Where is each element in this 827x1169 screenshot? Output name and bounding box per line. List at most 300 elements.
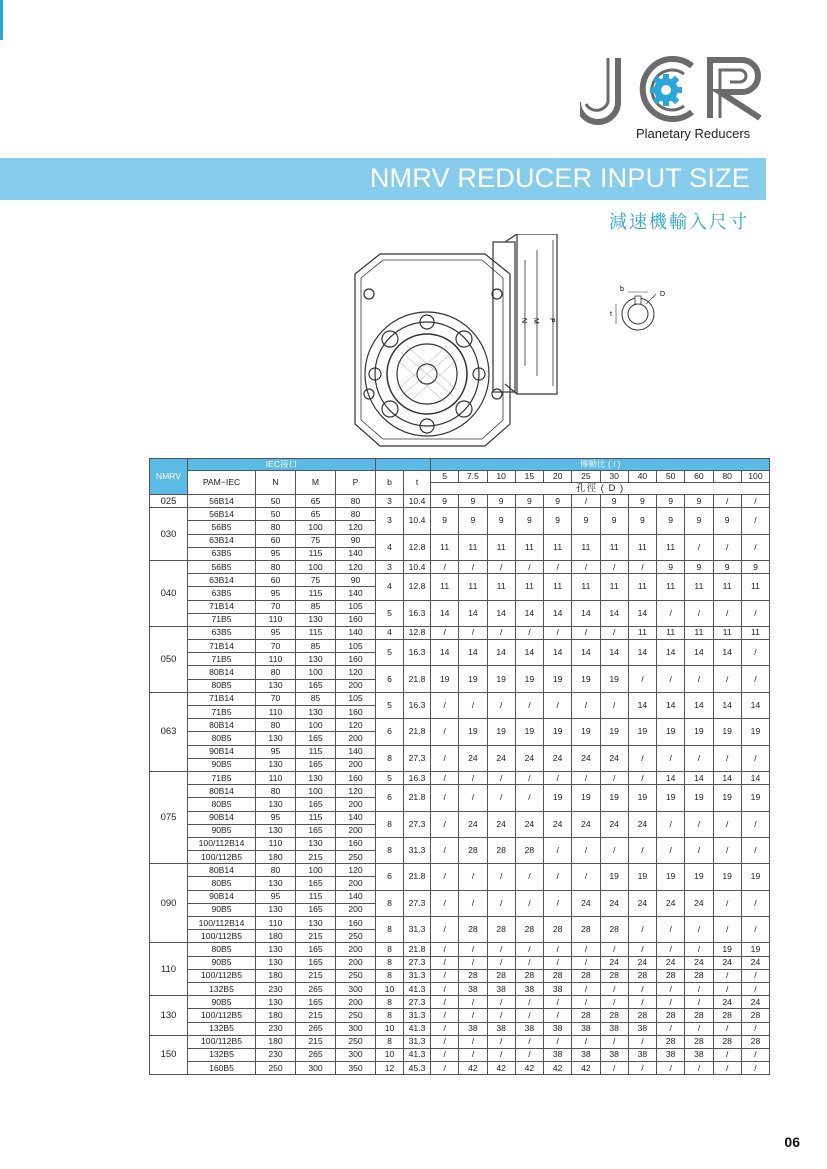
header-ratio: 5 [431, 471, 459, 483]
p-cell: 200 [336, 996, 376, 1009]
bore-cell: / [487, 890, 515, 916]
bore-cell: 14 [628, 600, 656, 626]
bore-cell: 19 [600, 666, 628, 692]
table-row [150, 574, 770, 587]
pam-cell: 90B5 [188, 903, 256, 916]
b-cell: 8 [376, 837, 404, 863]
bore-cell: / [487, 692, 515, 718]
bore-cell: / [544, 996, 572, 1009]
bore-cell: / [741, 969, 769, 982]
bore-cell: 24 [741, 956, 769, 969]
header-ratio: 100 [741, 471, 769, 483]
table-row [150, 982, 770, 995]
bore-cell: 19 [600, 719, 628, 745]
bore-cell: 19 [657, 785, 685, 811]
input-size-table [149, 458, 770, 1075]
n-cell: 50 [256, 495, 296, 508]
b-cell: 6 [376, 719, 404, 745]
t-cell: 21.8 [404, 785, 431, 811]
bore-cell: / [741, 600, 769, 626]
bore-cell: / [685, 917, 713, 943]
p-cell: 105 [336, 600, 376, 613]
bore-cell: / [459, 1035, 487, 1048]
b-cell: 6 [376, 666, 404, 692]
bore-cell: 9 [685, 495, 713, 508]
table-row [150, 666, 770, 679]
b-cell: 8 [376, 890, 404, 916]
bore-cell: / [515, 1048, 543, 1061]
bore-cell: 14 [431, 600, 459, 626]
b-cell: 8 [376, 745, 404, 771]
bore-cell: / [713, 982, 741, 995]
pam-cell: 132B5 [188, 982, 256, 995]
bore-cell: / [431, 719, 459, 745]
m-cell: 300 [296, 1062, 336, 1075]
title-banner [0, 158, 766, 200]
bore-cell: / [572, 943, 600, 956]
n-cell: 230 [256, 1048, 296, 1061]
bore-cell: / [431, 1035, 459, 1048]
bore-cell: 14 [713, 771, 741, 784]
bore-cell: / [657, 837, 685, 863]
bore-cell: 38 [600, 1048, 628, 1061]
t-cell: 27.3 [404, 890, 431, 916]
bore-cell: 11 [685, 574, 713, 600]
table-row [150, 560, 770, 573]
bore-cell: 24 [713, 956, 741, 969]
bore-cell: 9 [713, 560, 741, 573]
header-m: M [296, 471, 336, 495]
model-cell: 075 [150, 771, 188, 863]
bore-cell: / [544, 1009, 572, 1022]
bore-cell: / [459, 771, 487, 784]
t-cell: 10.4 [404, 560, 431, 573]
bore-cell: / [459, 626, 487, 639]
bore-cell: / [515, 560, 543, 573]
bore-cell: 28 [685, 969, 713, 982]
bore-cell: 38 [572, 1048, 600, 1061]
p-cell: 120 [336, 666, 376, 679]
bore-cell: 38 [515, 982, 543, 995]
bore-cell: 38 [487, 982, 515, 995]
pam-cell: 63B14 [188, 534, 256, 547]
bore-cell: / [431, 996, 459, 1009]
bore-cell: / [741, 1048, 769, 1061]
pam-cell: 71B5 [188, 706, 256, 719]
m-cell: 130 [296, 653, 336, 666]
n-cell: 70 [256, 640, 296, 653]
key-label-d: D [660, 291, 666, 298]
bore-cell: / [600, 996, 628, 1009]
bore-cell: / [515, 864, 543, 890]
bore-cell: 38 [515, 1022, 543, 1035]
dim-label-m: M [532, 318, 539, 324]
bore-cell: 9 [741, 560, 769, 573]
bore-cell: 11 [459, 574, 487, 600]
bore-cell: / [544, 837, 572, 863]
model-cell: 040 [150, 560, 188, 626]
bore-cell: 14 [685, 692, 713, 718]
bore-cell: / [487, 956, 515, 969]
bore-cell: 28 [487, 917, 515, 943]
bore-cell: / [628, 1035, 656, 1048]
bore-cell: / [459, 996, 487, 1009]
bore-cell: / [544, 1035, 572, 1048]
bore-cell: / [657, 982, 685, 995]
p-cell: 200 [336, 903, 376, 916]
bore-cell: 9 [713, 508, 741, 534]
bore-cell: / [431, 864, 459, 890]
bore-cell: / [657, 1062, 685, 1075]
p-cell: 200 [336, 824, 376, 837]
b-cell: 8 [376, 1009, 404, 1022]
bore-cell: / [544, 956, 572, 969]
bore-cell: / [741, 917, 769, 943]
bore-cell: 11 [600, 534, 628, 560]
b-cell: 6 [376, 785, 404, 811]
pam-cell: 90B5 [188, 824, 256, 837]
bore-cell: / [487, 560, 515, 573]
pam-cell: 132B5 [188, 1048, 256, 1061]
n-cell: 80 [256, 560, 296, 573]
pam-cell: 80B14 [188, 785, 256, 798]
bore-cell: 14 [600, 640, 628, 666]
table-row [150, 745, 770, 758]
m-cell: 130 [296, 917, 336, 930]
bore-cell: / [713, 837, 741, 863]
bore-cell: / [657, 943, 685, 956]
page-title: NMRV REDUCER INPUT SIZE [369, 163, 750, 193]
bore-cell: 38 [544, 1022, 572, 1035]
bore-cell: / [713, 534, 741, 560]
p-cell: 300 [336, 1048, 376, 1061]
bore-cell: / [515, 943, 543, 956]
bore-cell: / [515, 1009, 543, 1022]
bore-cell: 14 [572, 600, 600, 626]
p-cell: 250 [336, 969, 376, 982]
p-cell: 160 [336, 771, 376, 784]
p-cell: 300 [336, 1022, 376, 1035]
bore-cell: 11 [628, 626, 656, 639]
bore-cell: 14 [600, 600, 628, 626]
bore-cell: 9 [657, 508, 685, 534]
table-row [150, 996, 770, 1009]
bore-cell: 11 [431, 534, 459, 560]
b-cell: 8 [376, 996, 404, 1009]
n-cell: 250 [256, 1062, 296, 1075]
bore-cell: / [685, 837, 713, 863]
n-cell: 110 [256, 706, 296, 719]
bore-cell: 24 [685, 890, 713, 916]
table-row [150, 969, 770, 982]
bore-cell: / [741, 811, 769, 837]
bore-cell: / [544, 943, 572, 956]
t-cell: 31.3 [404, 969, 431, 982]
bore-cell: 9 [459, 508, 487, 534]
m-cell: 165 [296, 943, 336, 956]
bore-cell: 42 [515, 1062, 543, 1075]
bore-cell: 24 [515, 811, 543, 837]
table-row [150, 956, 770, 969]
n-cell: 180 [256, 969, 296, 982]
pam-cell: 100/112B5 [188, 1035, 256, 1048]
m-cell: 115 [296, 745, 336, 758]
bore-cell: 38 [544, 982, 572, 995]
bore-cell: / [515, 1035, 543, 1048]
m-cell: 100 [296, 521, 336, 534]
n-cell: 60 [256, 534, 296, 547]
n-cell: 110 [256, 771, 296, 784]
n-cell: 130 [256, 758, 296, 771]
bore-cell: / [741, 666, 769, 692]
bore-cell: / [431, 560, 459, 573]
page-subtitle: 減速機輸入尺寸 [609, 212, 749, 232]
bore-cell: 28 [600, 969, 628, 982]
bore-cell: / [459, 560, 487, 573]
n-cell: 80 [256, 785, 296, 798]
t-cell: 21.8 [404, 943, 431, 956]
bore-cell: / [685, 666, 713, 692]
m-cell: 215 [296, 969, 336, 982]
t-cell: 31.3 [404, 1009, 431, 1022]
model-cell: 110 [150, 943, 188, 996]
m-cell: 165 [296, 996, 336, 1009]
n-cell: 95 [256, 547, 296, 560]
bore-cell: / [459, 943, 487, 956]
bore-cell: 24 [713, 996, 741, 1009]
n-cell: 110 [256, 613, 296, 626]
bore-cell: 11 [544, 534, 572, 560]
bore-cell: 28 [685, 1009, 713, 1022]
pam-cell: 100/112B14 [188, 917, 256, 930]
pam-cell: 71B14 [188, 692, 256, 705]
p-cell: 200 [336, 679, 376, 692]
bore-cell: / [600, 982, 628, 995]
m-cell: 75 [296, 574, 336, 587]
n-cell: 80 [256, 864, 296, 877]
b-cell: 10 [376, 1048, 404, 1061]
bore-cell: 14 [544, 600, 572, 626]
bore-cell: 28 [685, 1035, 713, 1048]
bore-cell: / [459, 864, 487, 890]
p-cell: 200 [336, 877, 376, 890]
bore-cell: / [685, 811, 713, 837]
bore-cell: / [741, 982, 769, 995]
bore-cell: 11 [713, 574, 741, 600]
t-cell: 31.3 [404, 917, 431, 943]
bore-cell: / [515, 692, 543, 718]
p-cell: 350 [336, 1062, 376, 1075]
pam-cell: 132B5 [188, 1022, 256, 1035]
b-cell: 10 [376, 1022, 404, 1035]
header-n: N [256, 471, 296, 495]
bore-cell: 14 [713, 640, 741, 666]
table-row [150, 508, 770, 521]
table-row [150, 864, 770, 877]
bore-cell: 11 [544, 574, 572, 600]
n-cell: 60 [256, 574, 296, 587]
bore-cell: / [544, 864, 572, 890]
bore-cell: 9 [600, 495, 628, 508]
m-cell: 75 [296, 534, 336, 547]
p-cell: 80 [336, 508, 376, 521]
m-cell: 115 [296, 811, 336, 824]
table-row [150, 719, 770, 732]
reducer-drawing [345, 234, 585, 450]
m-cell: 165 [296, 956, 336, 969]
bore-cell: 9 [628, 495, 656, 508]
model-cell: 050 [150, 626, 188, 692]
bore-cell: 38 [685, 1048, 713, 1061]
p-cell: 140 [336, 547, 376, 560]
header-t: t [404, 471, 431, 495]
n-cell: 110 [256, 653, 296, 666]
m-cell: 85 [296, 692, 336, 705]
bore-cell: 28 [544, 969, 572, 982]
bore-cell: / [572, 560, 600, 573]
bore-cell: 14 [741, 692, 769, 718]
key-label-t: t [610, 311, 612, 318]
bore-cell: 14 [459, 640, 487, 666]
p-cell: 300 [336, 982, 376, 995]
pam-cell: 71B5 [188, 653, 256, 666]
pam-cell: 100/112B5 [188, 969, 256, 982]
bore-cell: / [600, 837, 628, 863]
bore-cell: 28 [657, 969, 685, 982]
bore-cell: / [487, 864, 515, 890]
bore-cell: 28 [713, 1035, 741, 1048]
bore-cell: / [544, 626, 572, 639]
bore-cell: 19 [572, 666, 600, 692]
p-cell: 105 [336, 640, 376, 653]
t-cell: 27.3 [404, 811, 431, 837]
t-cell: 12.8 [404, 626, 431, 639]
p-cell: 250 [336, 1035, 376, 1048]
m-cell: 165 [296, 798, 336, 811]
bore-cell: 42 [487, 1062, 515, 1075]
n-cell: 130 [256, 956, 296, 969]
bore-cell: / [713, 917, 741, 943]
p-cell: 140 [336, 745, 376, 758]
bore-cell: 9 [544, 508, 572, 534]
bore-cell: / [431, 771, 459, 784]
pam-cell: 71B5 [188, 613, 256, 626]
bore-cell: / [431, 785, 459, 811]
p-cell: 160 [336, 653, 376, 666]
bore-cell: / [685, 745, 713, 771]
m-cell: 65 [296, 508, 336, 521]
pam-cell: 90B5 [188, 956, 256, 969]
header-spacer [376, 459, 431, 471]
p-cell: 250 [336, 930, 376, 943]
n-cell: 130 [256, 798, 296, 811]
bore-cell: / [487, 1009, 515, 1022]
bore-cell: / [713, 1022, 741, 1035]
bore-cell: / [657, 996, 685, 1009]
bore-cell: / [713, 969, 741, 982]
model-cell: 130 [150, 996, 188, 1036]
pam-cell: 80B5 [188, 798, 256, 811]
pam-cell: 80B5 [188, 877, 256, 890]
bore-cell: / [713, 495, 741, 508]
m-cell: 215 [296, 851, 336, 864]
m-cell: 130 [296, 837, 336, 850]
pam-cell: 56B5 [188, 560, 256, 573]
m-cell: 85 [296, 600, 336, 613]
n-cell: 130 [256, 943, 296, 956]
bore-cell: / [515, 890, 543, 916]
model-cell: 150 [150, 1035, 188, 1075]
p-cell: 140 [336, 626, 376, 639]
bore-cell: 19 [657, 864, 685, 890]
n-cell: 130 [256, 877, 296, 890]
bore-cell: / [515, 626, 543, 639]
m-cell: 115 [296, 626, 336, 639]
p-cell: 140 [336, 587, 376, 600]
bore-cell: 11 [713, 626, 741, 639]
bore-cell: / [741, 640, 769, 666]
bore-cell: / [657, 666, 685, 692]
bore-cell: 11 [685, 626, 713, 639]
b-cell: 5 [376, 640, 404, 666]
keyway-detail [608, 282, 680, 342]
bore-cell: 19 [487, 666, 515, 692]
n-cell: 95 [256, 587, 296, 600]
b-cell: 8 [376, 917, 404, 943]
bore-cell: / [600, 692, 628, 718]
bore-cell: / [685, 534, 713, 560]
bore-cell: 19 [741, 785, 769, 811]
bore-cell: / [600, 626, 628, 639]
bore-cell: 28 [459, 969, 487, 982]
bore-cell: 19 [657, 719, 685, 745]
bore-cell: / [685, 1022, 713, 1035]
b-cell: 8 [376, 943, 404, 956]
table-row [150, 811, 770, 824]
bore-cell: / [628, 917, 656, 943]
bore-cell: / [431, 956, 459, 969]
bore-cell: 28 [487, 837, 515, 863]
b-cell: 5 [376, 600, 404, 626]
model-cell: 030 [150, 508, 188, 561]
bore-cell: 9 [572, 508, 600, 534]
bore-cell: 38 [572, 1022, 600, 1035]
p-cell: 120 [336, 864, 376, 877]
bore-cell: 24 [657, 890, 685, 916]
bore-cell: / [657, 745, 685, 771]
bore-cell: / [713, 1062, 741, 1075]
bore-cell: 42 [572, 1062, 600, 1075]
bore-cell: 19 [628, 719, 656, 745]
pam-cell: 100/112B5 [188, 930, 256, 943]
bore-cell: 9 [487, 495, 515, 508]
bore-cell: / [572, 996, 600, 1009]
m-cell: 115 [296, 890, 336, 903]
bore-cell: 24 [600, 890, 628, 916]
t-cell: 16.3 [404, 771, 431, 784]
bore-cell: 19 [459, 719, 487, 745]
bore-cell: / [431, 1022, 459, 1035]
p-cell: 160 [336, 706, 376, 719]
bore-cell: 11 [487, 534, 515, 560]
bore-cell: 28 [628, 1009, 656, 1022]
bore-cell: 14 [657, 640, 685, 666]
bore-cell: 28 [741, 1035, 769, 1048]
bore-cell: / [741, 1022, 769, 1035]
table-row [150, 495, 770, 508]
pam-cell: 71B14 [188, 600, 256, 613]
model-cell: 025 [150, 495, 188, 508]
